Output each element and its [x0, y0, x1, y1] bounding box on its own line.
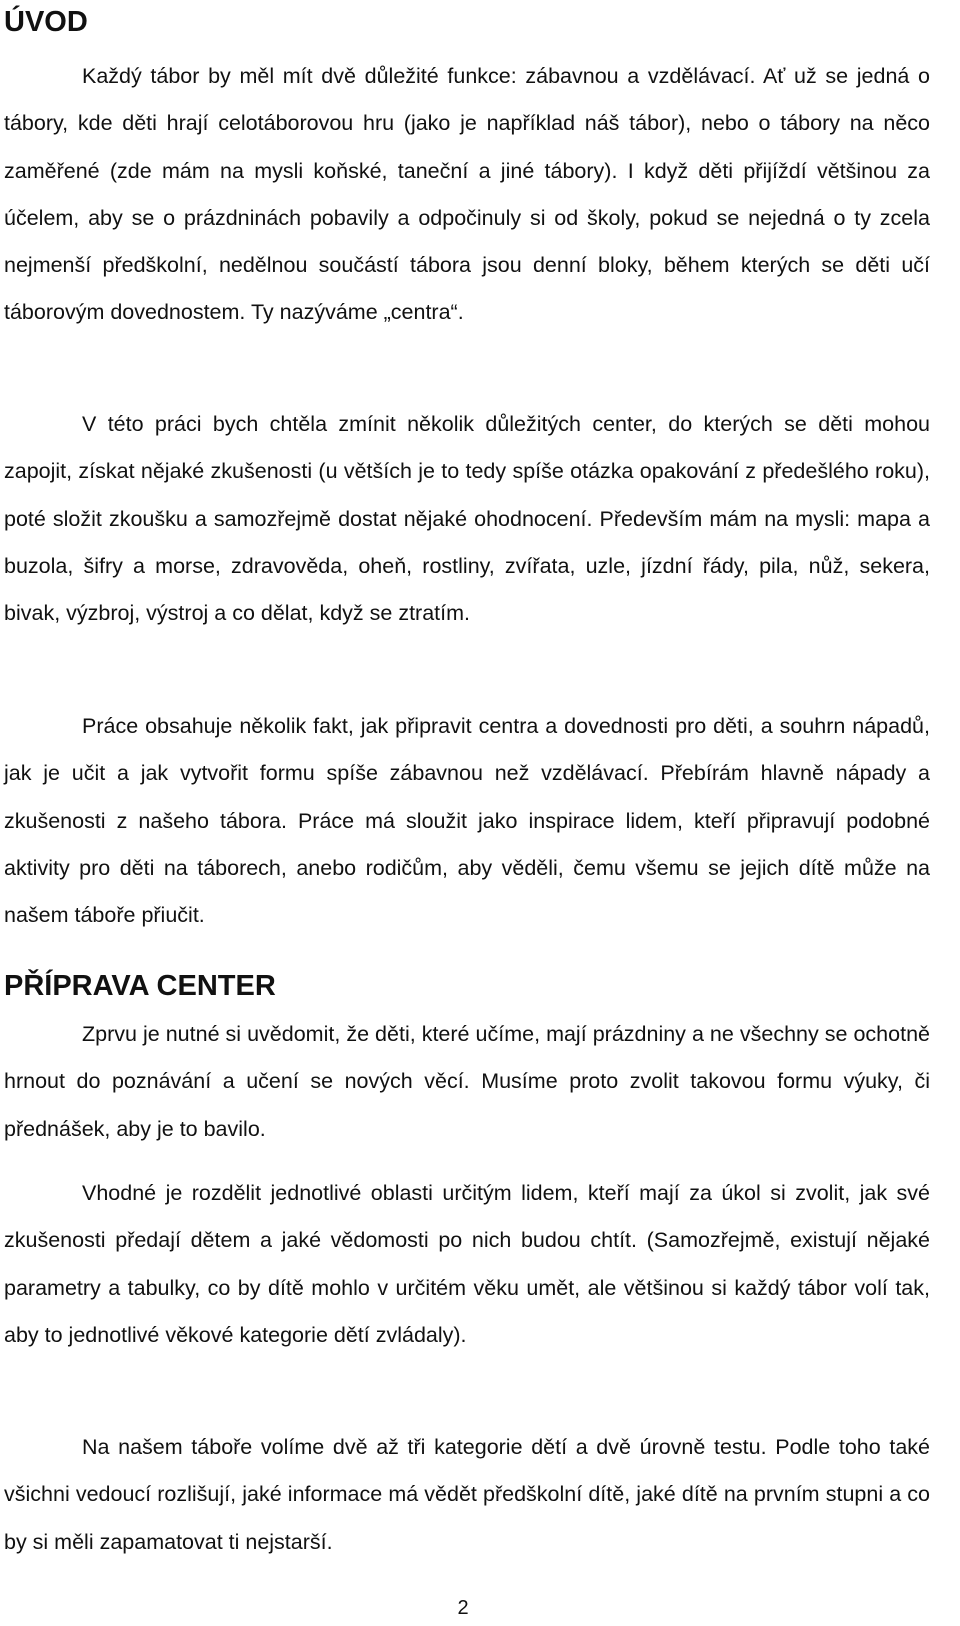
paragraph: Zprvu je nutné si uvědomit, že děti, které učíme, mají prázdniny a ne všechny se ochotně hrnout do poznávání a učení se nových věcí. Musíme proto zvolit takovou formu výuky, či přednášek, aby je to bavilo. — [4, 1022, 930, 1141]
paragraph: Na našem táboře volíme dvě až tři kategorie dětí a dvě úrovně testu. Podle toho také všichni vedoucí rozlišují, jaké informace má vědět předškolní dítě, jaké dítě na prvním stupni a co by si měli zapamatovat ti nejstarší. — [4, 1435, 930, 1554]
paragraph: Práce obsahuje několik fakt, jak připravit centra a dovednosti pro děti, a souhrn nápadů, jak je učit a jak vytvořit formu spíše zábavnou než vzdělávací. Přebírám hlavně nápady a zkušenosti z našeho tábora. Práce má sloužit jako inspirace lidem, kteří připravují podobné aktivity pro děti na táborech, anebo rodičům, aby věděli, čemu všemu se jejich dítě může na našem táboře přiučit. — [4, 714, 930, 928]
section-heading-intro: ÚVOD — [4, 6, 88, 38]
paragraph: Každý tábor by měl mít dvě důležité funkce: zábavnou a vzdělávací. Ať už se jedná o tábory, kde děti hrají celotáborovou hru (jako je například náš tábor), nebo o tábory na něco zaměřené (zde mám na mysli koňské, taneční a jiné tábory). I když děti přijíždí většinou za účelem, aby se o prázdninách pobavily a odpočinuly si od školy, pokud se nejedná o ty zcela nejmenší předškolní, nedělnou součástí tábora jsou denní bloky, během kterých se děti učí táborovým dovednostem. Ty nazýváme „centra“. — [4, 64, 930, 325]
paragraph: V této práci bych chtěla zmínit několik důležitých center, do kterých se děti mohou zapojit, získat nějaké zkušenosti (u větších je to tedy spíše otázka opakování z předešlého roku), poté složit zkoušku a samozřejmě dostat nějaké ohodnocení. Především mám na mysli: mapa a buzola, šifry a morse, zdravověda, oheň, rostliny, zvířata, uzle, jízdní řády, pila, nůž, sekera, bivak, výzbroj, výstroj a co dělat, když se ztratím. — [4, 412, 930, 626]
paragraph: Vhodné je rozdělit jednotlivé oblasti určitým lidem, kteří mají za úkol si zvolit, jak své zkušenosti předají dětem a jaké vědomosti po nich budou chtít. (Samozřejmě, existují nějaké parametry a tabulky, co by dítě mohlo v určitém věku umět, ale většinou si každý tábor volí tak, aby to jednotlivé věkové kategorie dětí zvládaly). — [4, 1181, 930, 1347]
page-number: 2 — [457, 1597, 469, 1619]
section-heading-preparation: PŘÍPRAVA CENTER — [4, 970, 276, 1002]
